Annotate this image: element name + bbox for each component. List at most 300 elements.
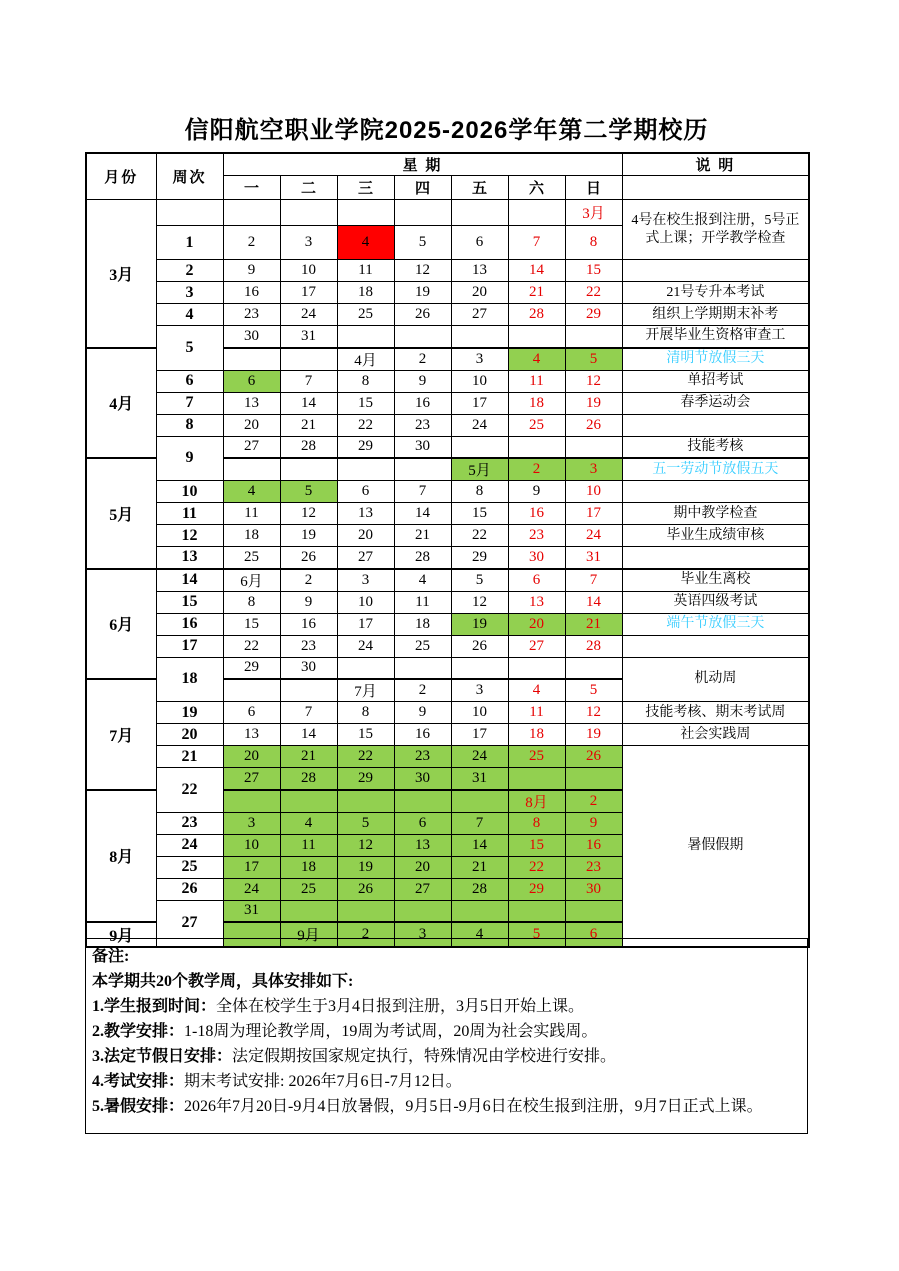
day-cell (280, 200, 337, 226)
remark-item-text: 法定假期按国家规定执行，特殊情况由学校进行安排。 (232, 1048, 617, 1065)
week-cell (156, 200, 223, 226)
day-cell: 17 (451, 724, 508, 746)
day-cell: 2 (394, 679, 451, 702)
day-cell: 23 (223, 304, 280, 326)
remark-item-label: 2.教学安排： (92, 1023, 185, 1040)
day-cell: 27 (223, 436, 280, 458)
note-cell: 五一劳动节放假五天 (622, 458, 809, 481)
weekday-name-3: 三 (337, 176, 394, 200)
day-cell (280, 790, 337, 813)
day-cell: 29 (337, 768, 394, 790)
day-cell: 13 (337, 503, 394, 525)
note-cell: 21号专升本考试 (622, 282, 809, 304)
day-cell: 12 (565, 702, 622, 724)
day-cell: 26 (565, 414, 622, 436)
week-cell: 27 (156, 900, 223, 947)
remark-item-text: 1-18周为理论教学周，19周为考试周，20周为社会实践周。 (184, 1023, 598, 1040)
day-cell: 19 (394, 282, 451, 304)
weekday-name-4: 四 (394, 176, 451, 200)
day-cell: 5 (508, 922, 565, 947)
remark-item-label: 1.学生报到时间： (92, 998, 217, 1015)
day-cell (394, 200, 451, 226)
weekday-name-2: 二 (280, 176, 337, 200)
day-cell: 16 (280, 613, 337, 635)
month-column-header: 月份 (86, 153, 156, 200)
day-cell: 6月 (223, 569, 280, 592)
day-cell: 8月 (508, 790, 565, 813)
day-cell: 23 (394, 414, 451, 436)
day-cell: 29 (451, 547, 508, 569)
day-cell: 21 (280, 414, 337, 436)
day-cell: 21 (280, 746, 337, 768)
month-cell: 4月 (86, 348, 156, 459)
day-cell: 26 (337, 878, 394, 900)
day-cell: 6 (223, 370, 280, 392)
day-cell (337, 200, 394, 226)
week-cell: 17 (156, 635, 223, 657)
day-cell: 13 (508, 591, 565, 613)
day-cell: 14 (508, 260, 565, 282)
day-cell: 6 (394, 812, 451, 834)
note-cell: 技能考核 (622, 436, 809, 458)
day-cell: 12 (451, 591, 508, 613)
day-cell (223, 348, 280, 371)
day-cell (565, 657, 622, 679)
week-column-header: 周次 (156, 153, 223, 200)
day-cell: 7 (280, 370, 337, 392)
day-cell: 23 (508, 525, 565, 547)
day-cell: 17 (223, 856, 280, 878)
remark-item-text: 2026年7月20日-9月4日放暑假，9月5日-9月6日在校生报到注册，9月7日正式上课。 (184, 1098, 763, 1115)
day-cell: 13 (223, 724, 280, 746)
day-cell: 2 (223, 226, 280, 260)
note-cell: 技能考核、期末考试周 (622, 702, 809, 724)
day-cell: 7 (280, 702, 337, 724)
day-cell: 23 (565, 856, 622, 878)
day-cell (394, 790, 451, 813)
remark-item-label: 4.考试安排： (92, 1073, 185, 1090)
day-cell: 5 (337, 812, 394, 834)
day-cell: 17 (280, 282, 337, 304)
day-cell: 15 (565, 260, 622, 282)
day-cell: 19 (451, 613, 508, 635)
day-cell: 29 (223, 657, 280, 679)
day-cell: 9 (394, 370, 451, 392)
day-cell: 22 (508, 856, 565, 878)
day-cell: 28 (451, 878, 508, 900)
day-cell: 11 (280, 834, 337, 856)
note-cell: 机动周 (622, 657, 809, 702)
note-cell: 单招考试 (622, 370, 809, 392)
day-cell: 24 (280, 304, 337, 326)
day-cell (337, 790, 394, 813)
day-cell: 7月 (337, 679, 394, 702)
day-cell: 5 (394, 226, 451, 260)
remark-item-label: 3.法定节假日安排： (92, 1048, 233, 1065)
week-cell: 4 (156, 304, 223, 326)
day-cell: 4 (280, 812, 337, 834)
day-cell: 25 (508, 414, 565, 436)
day-cell (565, 326, 622, 348)
day-cell (223, 679, 280, 702)
note-cell: 清明节放假三天 (622, 348, 809, 371)
week-cell: 15 (156, 591, 223, 613)
week-cell: 16 (156, 613, 223, 635)
week-cell: 23 (156, 812, 223, 834)
remark-item (92, 1019, 798, 1044)
day-cell (508, 326, 565, 348)
day-cell: 6 (223, 702, 280, 724)
day-cell: 28 (280, 768, 337, 790)
day-cell: 4 (508, 348, 565, 371)
day-cell: 8 (337, 370, 394, 392)
day-cell: 14 (280, 724, 337, 746)
weekday-name-7: 日 (565, 176, 622, 200)
day-cell: 30 (223, 326, 280, 348)
note-cell: 春季运动会 (622, 392, 809, 414)
week-cell: 25 (156, 856, 223, 878)
day-cell: 30 (280, 657, 337, 679)
remark-item (92, 1069, 798, 1094)
day-cell: 17 (565, 503, 622, 525)
day-cell (223, 200, 280, 226)
weekday-header: 星 期 (223, 153, 622, 176)
day-cell: 4 (337, 226, 394, 260)
day-cell: 28 (565, 635, 622, 657)
day-cell: 12 (394, 260, 451, 282)
day-cell: 18 (508, 392, 565, 414)
day-cell: 15 (337, 392, 394, 414)
day-cell: 27 (337, 547, 394, 569)
week-cell: 1 (156, 226, 223, 260)
day-cell: 4 (508, 679, 565, 702)
day-cell: 9 (565, 812, 622, 834)
weekday-name-1: 一 (223, 176, 280, 200)
day-cell: 31 (223, 900, 280, 922)
day-cell: 24 (565, 525, 622, 547)
note-cell: 毕业生离校 (622, 569, 809, 592)
note-cell: 毕业生成绩审核 (622, 525, 809, 547)
day-cell (280, 458, 337, 481)
day-cell: 20 (508, 613, 565, 635)
day-cell (451, 200, 508, 226)
day-cell: 21 (394, 525, 451, 547)
day-cell (394, 657, 451, 679)
day-cell (223, 458, 280, 481)
day-cell: 30 (508, 547, 565, 569)
day-cell: 10 (451, 702, 508, 724)
day-cell: 5 (565, 348, 622, 371)
week-cell: 9 (156, 436, 223, 481)
day-cell (565, 768, 622, 790)
day-cell: 3月 (565, 200, 622, 226)
day-cell: 8 (565, 226, 622, 260)
day-cell (394, 458, 451, 481)
calendar-table-body (86, 153, 809, 947)
day-cell: 30 (394, 436, 451, 458)
week-cell: 2 (156, 260, 223, 282)
day-cell: 3 (451, 679, 508, 702)
week-cell: 10 (156, 481, 223, 503)
month-cell: 3月 (86, 200, 156, 348)
day-cell (508, 436, 565, 458)
week-cell: 26 (156, 878, 223, 900)
day-cell: 16 (565, 834, 622, 856)
day-cell: 17 (337, 613, 394, 635)
day-cell: 29 (508, 878, 565, 900)
day-cell: 13 (451, 260, 508, 282)
day-cell: 9 (394, 702, 451, 724)
day-cell: 26 (394, 304, 451, 326)
note-cell (622, 176, 809, 200)
month-cell: 6月 (86, 569, 156, 680)
day-cell: 30 (394, 768, 451, 790)
day-cell: 11 (394, 591, 451, 613)
day-cell: 26 (565, 746, 622, 768)
day-cell: 12 (337, 834, 394, 856)
day-cell: 10 (337, 591, 394, 613)
day-cell: 15 (508, 834, 565, 856)
day-cell: 26 (280, 547, 337, 569)
day-cell: 3 (394, 922, 451, 947)
day-cell: 3 (451, 348, 508, 371)
week-cell: 24 (156, 834, 223, 856)
note-cell: 开展毕业生资格审查工 (622, 326, 809, 348)
month-cell: 8月 (86, 790, 156, 923)
month-cell: 9月 (86, 922, 156, 947)
day-cell: 18 (508, 724, 565, 746)
day-cell: 19 (280, 525, 337, 547)
day-cell (508, 200, 565, 226)
day-cell: 6 (508, 569, 565, 592)
page-title: 信阳航空职业学院2025-2026学年第二学期校历 (184, 117, 709, 144)
note-cell: 4号在校生报到注册，5号正式上课；开学教学检查 (622, 200, 809, 260)
day-cell: 8 (337, 702, 394, 724)
day-cell: 2 (394, 348, 451, 371)
day-cell (394, 326, 451, 348)
note-cell (622, 260, 809, 282)
day-cell: 7 (565, 569, 622, 592)
day-cell: 6 (451, 226, 508, 260)
day-cell: 25 (394, 635, 451, 657)
day-cell: 10 (451, 370, 508, 392)
remarks-box (85, 938, 808, 1134)
remark-item (92, 1044, 798, 1069)
day-cell: 7 (451, 812, 508, 834)
day-cell (337, 900, 394, 922)
week-cell: 3 (156, 282, 223, 304)
month-cell: 7月 (86, 679, 156, 790)
day-cell: 3 (223, 812, 280, 834)
note-cell (622, 481, 809, 503)
day-cell: 14 (565, 591, 622, 613)
note-cell: 英语四级考试 (622, 591, 809, 613)
day-cell (394, 900, 451, 922)
day-cell: 28 (280, 436, 337, 458)
day-cell: 22 (337, 414, 394, 436)
day-cell: 20 (223, 746, 280, 768)
day-cell: 8 (223, 591, 280, 613)
day-cell (451, 326, 508, 348)
day-cell: 4 (451, 922, 508, 947)
day-cell: 11 (223, 503, 280, 525)
day-cell: 10 (565, 481, 622, 503)
day-cell: 31 (565, 547, 622, 569)
day-cell (451, 790, 508, 813)
week-cell: 5 (156, 326, 223, 371)
day-cell: 27 (451, 304, 508, 326)
month-cell: 5月 (86, 458, 156, 569)
day-cell (508, 657, 565, 679)
day-cell: 14 (280, 392, 337, 414)
day-cell: 20 (337, 525, 394, 547)
remark-item-text: 期末考试安排: 2026年7月6日-7月12日。 (184, 1073, 462, 1090)
day-cell: 2 (280, 569, 337, 592)
day-cell: 29 (337, 436, 394, 458)
day-cell: 12 (565, 370, 622, 392)
day-cell (223, 790, 280, 813)
day-cell: 2 (508, 458, 565, 481)
day-cell: 5 (451, 569, 508, 592)
day-cell (280, 348, 337, 371)
remarks-list (92, 994, 798, 1119)
remark-item-label: 5.暑假安排： (92, 1098, 185, 1115)
day-cell: 14 (394, 503, 451, 525)
day-cell: 27 (394, 878, 451, 900)
day-cell: 26 (451, 635, 508, 657)
day-cell (337, 326, 394, 348)
day-cell: 24 (223, 878, 280, 900)
day-cell: 8 (451, 481, 508, 503)
day-cell: 22 (223, 635, 280, 657)
day-cell: 16 (508, 503, 565, 525)
day-cell (508, 768, 565, 790)
day-cell: 20 (451, 282, 508, 304)
day-cell: 11 (337, 260, 394, 282)
day-cell: 24 (451, 414, 508, 436)
day-cell: 27 (223, 768, 280, 790)
day-cell: 23 (394, 746, 451, 768)
day-cell: 8 (508, 812, 565, 834)
day-cell: 3 (280, 226, 337, 260)
day-cell: 21 (565, 613, 622, 635)
note-cell: 期中教学检查 (622, 503, 809, 525)
day-cell: 24 (451, 746, 508, 768)
note-cell (622, 547, 809, 569)
week-cell: 11 (156, 503, 223, 525)
week-cell: 22 (156, 768, 223, 813)
remarks-title: 备注: (92, 948, 130, 965)
day-cell: 20 (223, 414, 280, 436)
day-cell: 18 (394, 613, 451, 635)
day-cell: 5 (280, 481, 337, 503)
day-cell: 10 (223, 834, 280, 856)
day-cell: 11 (508, 702, 565, 724)
note-cell: 暑假假期 (622, 746, 809, 948)
day-cell: 31 (280, 326, 337, 348)
day-cell: 13 (394, 834, 451, 856)
day-cell: 30 (565, 878, 622, 900)
day-cell: 15 (223, 613, 280, 635)
day-cell: 25 (337, 304, 394, 326)
day-cell: 13 (223, 392, 280, 414)
day-cell: 5月 (451, 458, 508, 481)
day-cell: 3 (337, 569, 394, 592)
day-cell: 5 (565, 679, 622, 702)
day-cell (451, 900, 508, 922)
day-cell: 6 (565, 922, 622, 947)
day-cell: 9月 (280, 922, 337, 947)
day-cell (337, 458, 394, 481)
note-cell: 社会实践周 (622, 724, 809, 746)
day-cell: 18 (223, 525, 280, 547)
day-cell: 25 (280, 878, 337, 900)
week-cell: 20 (156, 724, 223, 746)
day-cell: 3 (565, 458, 622, 481)
day-cell: 25 (223, 547, 280, 569)
day-cell: 4 (394, 569, 451, 592)
day-cell: 6 (337, 481, 394, 503)
day-cell: 18 (280, 856, 337, 878)
day-cell: 28 (508, 304, 565, 326)
day-cell: 2 (337, 922, 394, 947)
day-cell: 9 (223, 260, 280, 282)
week-cell: 7 (156, 392, 223, 414)
day-cell: 7 (394, 481, 451, 503)
day-cell: 2 (565, 790, 622, 813)
day-cell: 21 (451, 856, 508, 878)
day-cell: 24 (337, 635, 394, 657)
day-cell: 10 (280, 260, 337, 282)
day-cell: 11 (508, 370, 565, 392)
day-cell (508, 900, 565, 922)
week-cell: 8 (156, 414, 223, 436)
day-cell: 9 (508, 481, 565, 503)
day-cell: 20 (394, 856, 451, 878)
day-cell: 31 (451, 768, 508, 790)
day-cell: 14 (451, 834, 508, 856)
day-cell: 16 (394, 724, 451, 746)
remarks-intro: 本学期共20个教学周，具体安排如下: (92, 973, 354, 990)
week-cell: 12 (156, 525, 223, 547)
note-column-header: 说 明 (622, 153, 809, 176)
day-cell (280, 900, 337, 922)
week-cell: 14 (156, 569, 223, 592)
day-cell: 23 (280, 635, 337, 657)
weekday-name-5: 五 (451, 176, 508, 200)
day-cell: 16 (223, 282, 280, 304)
day-cell: 17 (451, 392, 508, 414)
day-cell: 19 (565, 392, 622, 414)
day-cell: 19 (337, 856, 394, 878)
day-cell: 16 (394, 392, 451, 414)
note-cell (622, 414, 809, 436)
day-cell: 18 (337, 282, 394, 304)
day-cell: 4 (223, 481, 280, 503)
week-cell: 13 (156, 547, 223, 569)
day-cell (565, 436, 622, 458)
day-cell: 22 (337, 746, 394, 768)
day-cell: 28 (394, 547, 451, 569)
week-cell: 18 (156, 657, 223, 702)
day-cell: 4月 (337, 348, 394, 371)
note-cell: 组织上学期期末补考 (622, 304, 809, 326)
day-cell: 15 (451, 503, 508, 525)
day-cell: 25 (508, 746, 565, 768)
day-cell: 22 (565, 282, 622, 304)
day-cell: 12 (280, 503, 337, 525)
remark-item (92, 1094, 798, 1119)
